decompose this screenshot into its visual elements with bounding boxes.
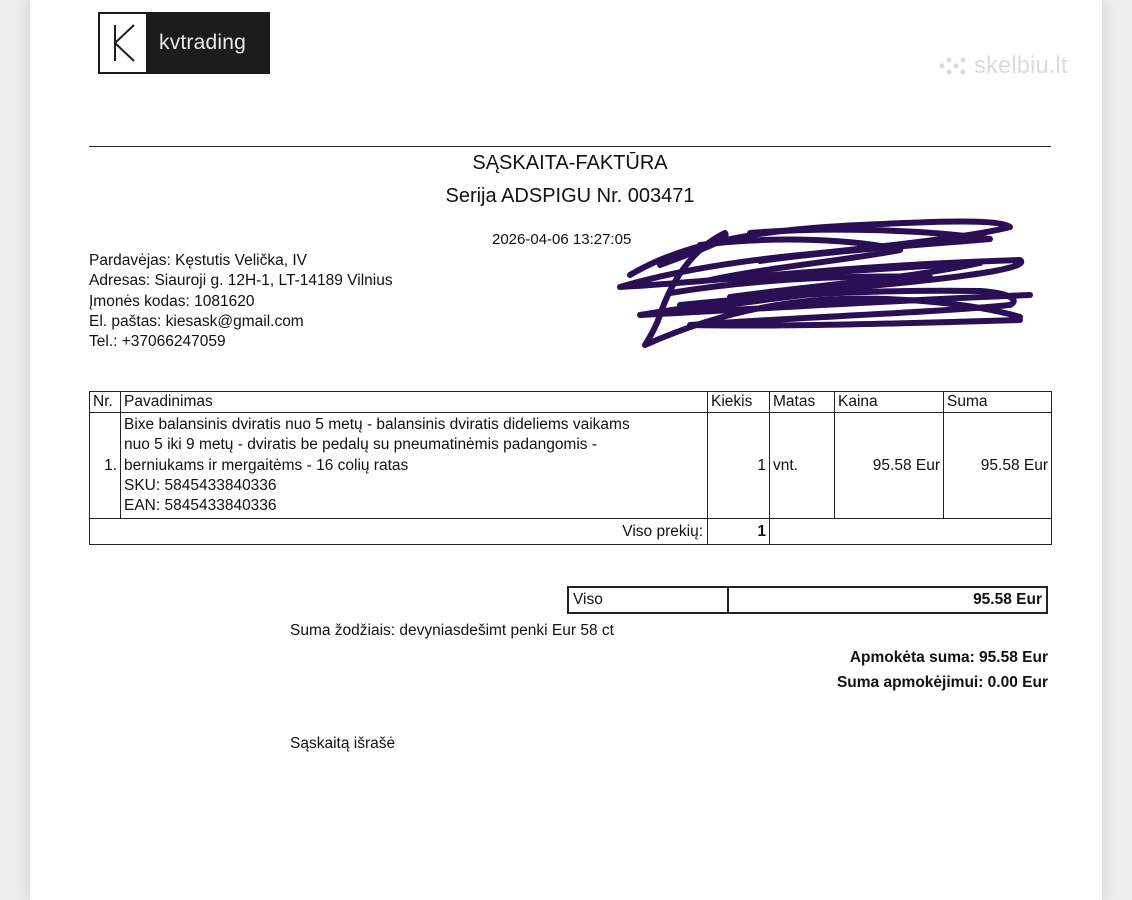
logo-text: kvtrading (159, 31, 247, 54)
redaction-scribble (600, 205, 1050, 355)
header-nr: Nr. (90, 392, 121, 413)
row-ean: EAN: 5845433840336 (124, 497, 277, 515)
table-header-row (90, 392, 1052, 413)
row-sum: 95.58 Eur (944, 413, 1052, 519)
logo-k-mark-icon (98, 12, 148, 74)
seller-name: Pardavėjas: Kęstutis Velička, IV (89, 252, 307, 269)
total-items-label: Viso prekių: (90, 519, 708, 545)
watermark (938, 52, 1067, 80)
row-price: 95.58 Eur (835, 413, 944, 519)
seller-email: El. paštas: kiesask@gmail.com (89, 312, 304, 330)
total-items-value: 1 (708, 519, 770, 545)
header-divider (89, 146, 1051, 147)
header-price: Kaina (835, 392, 944, 413)
invoice-datetime: 2026-04-06 13:27:05 (492, 231, 632, 248)
seller-info (89, 251, 393, 352)
row-name-line: berniukams ir mergaitėms - 16 colių ratas (124, 456, 409, 474)
row-nr: 1. (90, 413, 121, 519)
invoice-title: SĄSKAITA-FAKTŪRA (472, 152, 668, 174)
row-name-line: nuo 5 iki 9 metų - dviratis be pedalų su pneumatinėmis padangomis - (124, 436, 598, 454)
row-qty: 1 (708, 413, 770, 519)
row-sku: SKU: 5845433840336 (124, 476, 277, 494)
header-unit: Matas (770, 392, 835, 413)
items-table (89, 391, 1052, 545)
issued-by: Sąskaitą išrašė (290, 735, 396, 752)
watermark-text: skelbiu.lt (974, 52, 1068, 79)
total-table (567, 586, 1048, 614)
sum-in-words: Suma žodžiais: devyniasdešimt penki Eur 58 ct (290, 622, 614, 639)
total-value: 95.58 Eur (728, 587, 1047, 613)
row-unit: vnt. (770, 413, 835, 519)
paid-amount: Apmokėta suma: 95.58 Eur (849, 649, 1048, 666)
seller-phone: Tel.: +37066247059 (89, 333, 226, 351)
seller-company-code: Įmonės kodas: 1081620 (89, 292, 255, 310)
table-total-row (90, 519, 1052, 545)
seller-address: Adresas: Siauroji g. 12H-1, LT-14189 Vilnius (89, 272, 393, 290)
header-name: Pavadinimas (121, 392, 708, 413)
row-name-line: Bixe balansinis dviratis nuo 5 metų - balansinis dviratis dideliems vaikams (124, 416, 630, 433)
total-row-empty (770, 519, 1052, 545)
total-label: Viso (568, 587, 728, 613)
header-qty: Kiekis (708, 392, 770, 413)
row-name (121, 413, 708, 519)
watermark-dots-icon (938, 55, 968, 77)
invoice-series: Serija ADSPIGU Nr. 003471 (445, 185, 695, 207)
company-logo (98, 12, 270, 74)
header-sum: Suma (944, 392, 1052, 413)
table-row (90, 413, 1052, 519)
amount-due: Suma apmokėjimui: 0.00 Eur (836, 674, 1048, 691)
